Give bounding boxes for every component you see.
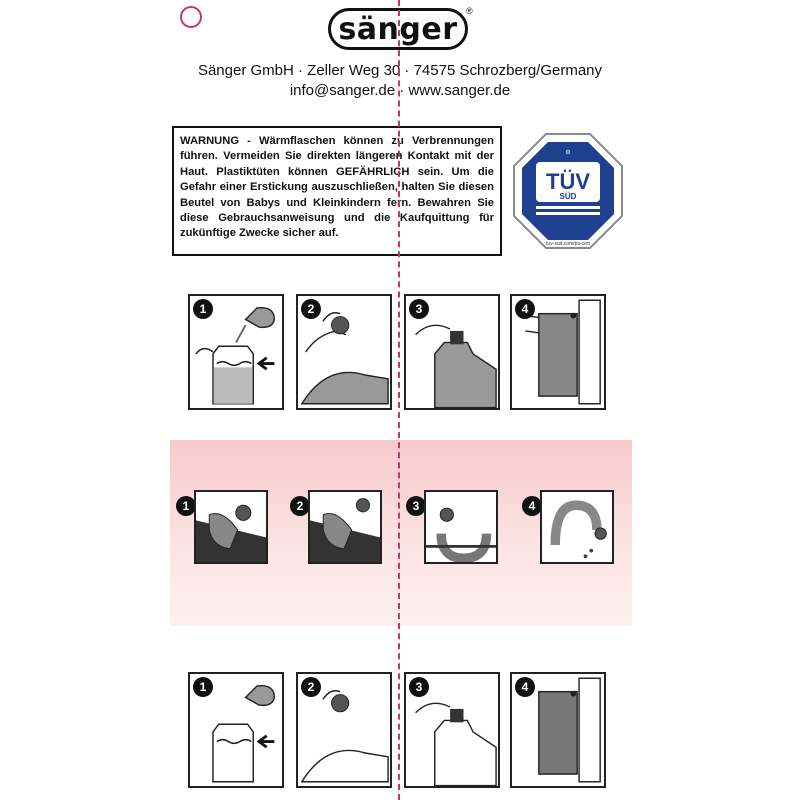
fill-step-2-panel <box>296 294 392 410</box>
fill-step-2-panel-bottom <box>296 672 392 788</box>
tuv-url: tuv-sud.com/ps-cert <box>546 241 590 247</box>
empty-step-2-number: 2 <box>290 496 310 516</box>
warning-box <box>172 126 502 256</box>
step-number: 4 <box>515 299 535 319</box>
dashed-cut-line <box>398 0 400 800</box>
step-number: 3 <box>409 299 429 319</box>
step-number: 2 <box>301 299 321 319</box>
empty-step-1-number: 1 <box>176 496 196 516</box>
empty-step-1-panel <box>194 490 268 564</box>
empty-step-4-number: 4 <box>522 496 542 516</box>
registered-mark: ® <box>466 6 473 16</box>
step-number: 4 <box>515 677 535 697</box>
empty-step-2-panel <box>308 490 382 564</box>
empty-step-3-number: 3 <box>406 496 426 516</box>
fill-step-1-panel-bottom <box>188 672 284 788</box>
step-number: 1 <box>193 299 213 319</box>
warning-text: WARNUNG - Wärmflaschen können zu Verbrennungen führen. Vermeiden Sie direkten längeren Kontakt mit der Haut. Plastiktüten können GEFÄHRLICH sein. Um die Gefahr einer Erstickung auszuschließen, halten Sie diesen Beutel von Babys und Kleinkindern fern. Bewahren Sie diese Gebrauchsanweisung und die Kaufquittung für zukünftige Zwecke sicher auf. <box>180 135 494 240</box>
drain-water-icon <box>426 492 496 562</box>
svg-text:⚙: ⚙ <box>565 149 571 156</box>
step-number: 3 <box>409 677 429 697</box>
fill-step-4-panel <box>510 294 606 410</box>
tuv-mark-text: TÜV <box>546 169 590 194</box>
hanging-hole-icon <box>180 6 202 28</box>
unscrew-stopper-icon <box>196 492 266 562</box>
empty-step-4-panel <box>540 490 614 564</box>
tuv-sub-text: SÜD <box>559 192 577 201</box>
tuv-sud-certification-badge <box>512 132 624 250</box>
fill-step-3-panel-bottom <box>404 672 500 788</box>
remove-stopper-icon <box>310 492 380 562</box>
step-number: 2 <box>301 677 321 697</box>
brand-logo: sänger <box>328 8 468 50</box>
fill-step-4-panel-bottom <box>510 672 606 788</box>
fill-step-3-panel <box>404 294 500 410</box>
company-address: Sänger GmbH · Zeller Weg 30 · 74575 Schrozberg/Germany <box>197 62 603 79</box>
step-number: 1 <box>193 677 213 697</box>
empty-step-3-panel <box>424 490 498 564</box>
company-contact: info@sanger.de · www.sanger.de <box>289 82 511 99</box>
fill-step-1-panel <box>188 294 284 410</box>
dry-bottle-icon <box>542 492 612 562</box>
